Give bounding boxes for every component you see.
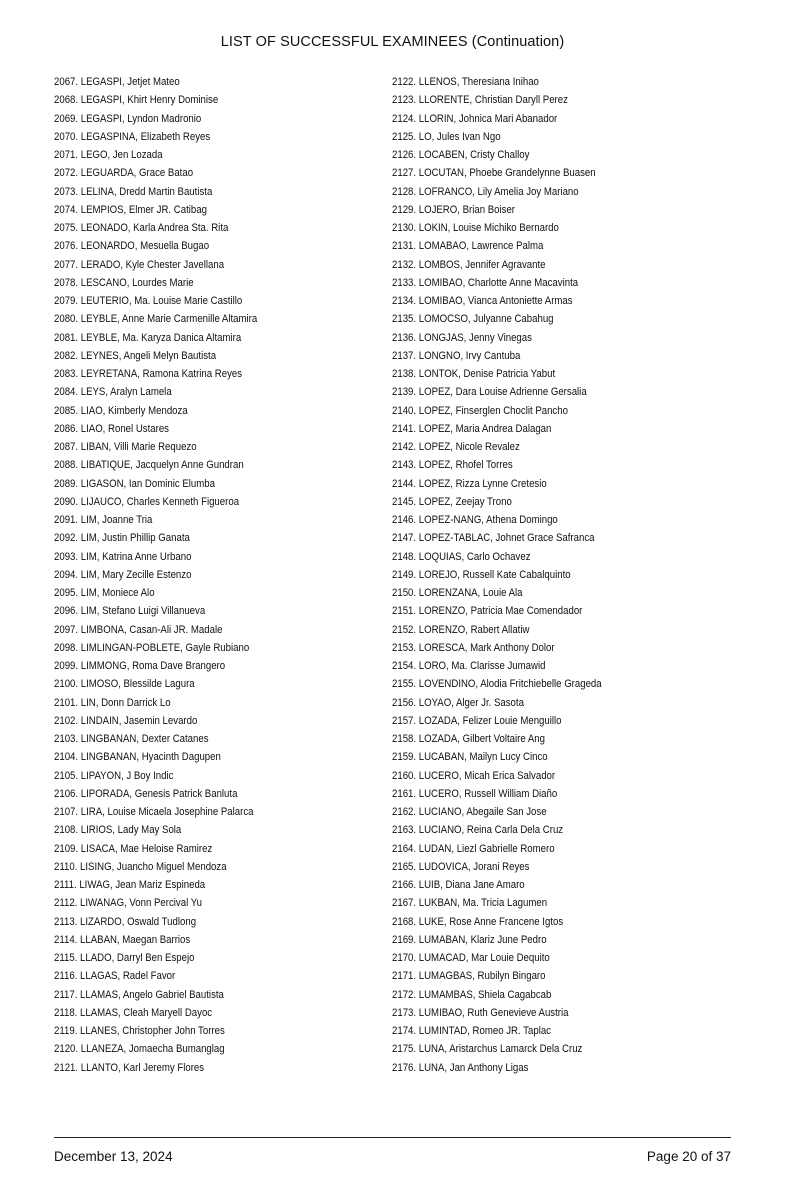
footer-date: December 13, 2024 [54,1149,173,1164]
examinee-entry: 2111. LIWAG, Jean Mariz Espineda [54,879,206,891]
examinee-entry: 2149. LOREJO, Russell Kate Cabalquinto [392,568,571,581]
examinee-entry: 2109. LISACA, Mae Heloise Ramirez [54,842,213,855]
examinee-entry: 2089. LIGASON, Ian Dominic Elumba [54,477,215,490]
examinee-entry: 2090. LIJAUCO, Charles Kenneth Figueroa [54,495,240,508]
examinee-entry: 2077. LERADO, Kyle Chester Javellana [54,258,225,271]
examinee-entry: 2135. LOMOCSO, Julyanne Cabahug [392,313,554,326]
examinee-entry: 2170. LUMACAD, Mar Louie Dequito [392,952,550,964]
examinee-entry: 2119. LLANES, Christopher John Torres [54,1025,225,1037]
examinee-entry: 2103. LINGBANAN, Dexter Catanes [54,733,209,745]
examinee-entry: 2067. LEGASPI, Jetjet Mateo [54,76,180,88]
examinee-entry: 2106. LIPORADA, Genesis Patrick Banluta [54,787,238,800]
examinee-entry: 2132. LOMBOS, Jennifer Agravante [392,258,546,271]
examinee-entry: 2097. LIMBONA, Casan-Ali JR. Madale [54,623,223,636]
examinee-entry: 2091. LIM, Joanne Tria [54,514,153,526]
examinee-entry: 2082. LEYNES, Angeli Melyn Bautista [54,349,217,362]
examinee-entry: 2081. LEYBLE, Ma. Karyza Danica Altamira [54,331,242,344]
examinee-entry: 2070. LEGASPINA, Elizabeth Reyes [54,130,211,143]
examinee-entry: 2169. LUMABAN, Klariz June Pedro [392,933,547,946]
examinee-entry: 2128. LOFRANCO, Lily Amelia Joy Mariano [392,185,579,198]
examinee-entry: 2174. LUMINTAD, Romeo JR. Taplac [392,1025,551,1037]
examinee-entry: 2080. LEYBLE, Anne Marie Carmenille Altamira [54,313,258,326]
examinee-entry: 2083. LEYRETANA, Ramona Katrina Reyes [54,368,243,380]
examinee-entry: 2154. LORO, Ma. Clarisse Jumawid [392,660,546,672]
examinee-entry: 2167. LUKBAN, Ma. Tricia Lagumen [392,897,548,910]
examinee-list-right-column [392,73,602,1077]
examinee-entry: 2146. LOPEZ-NANG, Athena Domingo [392,514,558,526]
examinee-entry: 2173. LUMIBAO, Ruth Genevieve Austria [392,1006,569,1019]
examinee-entry: 2100. LIMOSO, Blessilde Lagura [54,678,195,691]
examinee-entry: 2153. LORESCA, Mark Anthony Dolor [392,641,555,654]
footer-page-number: Page 20 of 37 [646,1149,731,1164]
page-title: LIST OF SUCCESSFUL EXAMINEES (Continuation) [220,34,565,50]
examinee-entry: 2144. LOPEZ, Rizza Lynne Cretesio [392,477,547,490]
examinee-entry: 2107. LIRA, Louise Micaela Josephine Palarca [54,806,254,818]
examinee-entry: 2105. LIPAYON, J Boy Indic [54,769,174,782]
examinee-entry: 2120. LLANEZA, Jomaecha Bumanglag [54,1043,225,1056]
examinee-entry: 2158. LOZADA, Gilbert Voltaire Ang [392,733,545,745]
examinee-entry: 2140. LOPEZ, Finserglen Choclit Pancho [392,404,568,417]
examinee-entry: 2159. LUCABAN, Mailyn Lucy Cinco [392,751,548,764]
examinee-entry: 2075. LEONADO, Karla Andrea Sta. Rita [54,222,229,234]
examinee-entry: 2137. LONGNO, Irvy Cantuba [392,349,521,362]
examinee-entry: 2112. LIWANAG, Vonn Percival Yu [54,897,202,910]
examinee-entry: 2068. LEGASPI, Khirt Henry Dominise [54,94,219,107]
examinee-entry: 2152. LORENZO, Rabert Allatiw [392,623,530,636]
examinee-entry: 2087. LIBAN, Villi Marie Requezo [54,441,197,453]
examinee-entry: 2110. LISING, Juancho Miguel Mendoza [54,860,227,873]
examinee-entry: 2072. LEGUARDA, Grace Batao [54,167,194,180]
examinee-entry: 2156. LOYAO, Alger Jr. Sasota [392,696,524,709]
examinee-entry: 2150. LORENZANA, Louie Ala [392,587,523,599]
examinee-entry: 2138. LONTOK, Denise Patricia Yabut [392,368,556,380]
examinee-entry: 2113. LIZARDO, Oswald Tudlong [54,915,197,928]
examinee-entry: 2139. LOPEZ, Dara Louise Adrienne Gersalia [392,386,587,399]
examinee-entry: 2099. LIMMONG, Roma Dave Brangero [54,660,226,672]
examinee-entry: 2088. LIBATIQUE, Jacquelyn Anne Gundran [54,459,244,472]
examinee-entry: 2071. LEGO, Jen Lozada [54,149,163,161]
examinee-entry: 2151. LORENZO, Patricia Mae Comendador [392,605,583,618]
examinee-entry: 2101. LIN, Donn Darrick Lo [54,696,171,709]
examinee-entry: 2171. LUMAGBAS, Rubilyn Bingaro [392,970,546,983]
footer-divider [54,1137,731,1138]
examinee-entry: 2092. LIM, Justin Phillip Ganata [54,532,190,545]
examinee-entry: 2122. LLENOS, Theresiana Inihao [392,76,539,88]
examinee-entry: 2175. LUNA, Aristarchus Lamarck Dela Cruz [392,1043,583,1056]
examinee-entry: 2166. LUIB, Diana Jane Amaro [392,879,525,891]
examinee-entry: 2084. LEYS, Aralyn Lamela [54,386,172,399]
examinee-entry: 2142. LOPEZ, Nicole Revalez [392,441,520,453]
examinee-entry: 2115. LLADO, Darryl Ben Espejo [54,952,195,964]
examinee-entry: 2133. LOMIBAO, Charlotte Anne Macavinta [392,276,579,289]
examinee-entry: 2102. LINDAIN, Jasemin Levardo [54,714,198,727]
examinee-entry: 2121. LLANTO, Karl Jeremy Flores [54,1061,205,1074]
examinee-entry: 2074. LEMPIOS, Elmer JR. Catibag [54,203,207,216]
examinee-list-left-column [54,73,257,1077]
examinee-entry: 2147. LOPEZ-TABLAC, Johnet Grace Safranca [392,532,595,545]
examinee-entry: 2114. LLABAN, Maegan Barrios [54,933,191,946]
examinee-entry: 2161. LUCERO, Russell William Diaño [392,787,558,800]
examinee-entry: 2095. LIM, Moniece Alo [54,587,155,599]
examinee-entry: 2136. LONGJAS, Jenny Vinegas [392,331,532,344]
examinee-entry: 2085. LIAO, Kimberly Mendoza [54,404,188,417]
examinee-entry: 2168. LUKE, Rose Anne Francene Igtos [392,915,564,928]
examinee-entry: 2160. LUCERO, Micah Erica Salvador [392,769,556,782]
examinee-entry: 2073. LELINA, Dredd Martin Bautista [54,185,213,198]
examinee-entry: 2126. LOCABEN, Cristy Challoy [392,149,530,161]
examinee-entry: 2117. LLAMAS, Angelo Gabriel Bautista [54,988,224,1001]
examinee-entry: 2076. LEONARDO, Mesuella Bugao [54,240,210,253]
examinee-entry: 2148. LOQUIAS, Carlo Ochavez [392,550,531,563]
examinee-entry: 2096. LIM, Stefano Luigi Villanueva [54,605,206,618]
examinee-entry: 2157. LOZADA, Felizer Louie Menguillo [392,714,562,727]
examinee-entry: 2125. LO, Jules Ivan Ngo [392,130,501,143]
examinee-entry: 2131. LOMABAO, Lawrence Palma [392,240,544,253]
examinee-entry: 2118. LLAMAS, Cleah Maryell Dayoc [54,1006,213,1019]
examinee-entry: 2134. LOMIBAO, Vianca Antoniette Armas [392,295,573,307]
examinee-entry: 2141. LOPEZ, Maria Andrea Dalagan [392,422,552,435]
examinee-entry: 2124. LLORIN, Johnica Mari Abanador [392,112,558,125]
examinee-entry: 2123. LLORENTE, Christian Daryll Perez [392,94,568,107]
examinee-entry: 2093. LIM, Katrina Anne Urbano [54,550,192,563]
examinee-entry: 2129. LOJERO, Brian Boiser [392,203,516,216]
examinee-entry: 2078. LESCANO, Lourdes Marie [54,276,194,289]
examinee-entry: 2108. LIRIOS, Lady May Sola [54,824,182,837]
examinee-entry: 2143. LOPEZ, Rhofel Torres [392,459,513,472]
examinee-entry: 2130. LOKIN, Louise Michiko Bernardo [392,222,559,234]
examinee-entry: 2164. LUDAN, Liezl Gabrielle Romero [392,842,555,855]
examinee-entry: 2163. LUCIANO, Reina Carla Dela Cruz [392,824,564,837]
examinee-entry: 2155. LOVENDINO, Alodia Fritchiebelle Grageda [392,678,602,691]
examinee-entry: 2104. LINGBANAN, Hyacinth Dagupen [54,751,221,764]
examinee-entry: 2098. LIMLINGAN-POBLETE, Gayle Rubiano [54,641,250,654]
examinee-entry: 2069. LEGASPI, Lyndon Madronio [54,112,202,125]
examinee-entry: 2086. LIAO, Ronel Ustares [54,422,169,435]
examinee-entry: 2127. LOCUTAN, Phoebe Grandelynne Buasen [392,167,596,180]
examinee-entry: 2176. LUNA, Jan Anthony Ligas [392,1061,529,1074]
examinee-entry: 2165. LUDOVICA, Jorani Reyes [392,860,530,873]
examinee-entry: 2172. LUMAMBAS, Shiela Cagabcab [392,988,552,1001]
examinee-entry: 2145. LOPEZ, Zeejay Trono [392,495,512,508]
examinee-entry: 2079. LEUTERIO, Ma. Louise Marie Castillo [54,295,243,307]
examinee-entry: 2162. LUCIANO, Abegaile San Jose [392,806,547,818]
examinee-entry: 2094. LIM, Mary Zecille Estenzo [54,568,192,581]
examinee-entry: 2116. LLAGAS, Radel Favor [54,970,176,983]
